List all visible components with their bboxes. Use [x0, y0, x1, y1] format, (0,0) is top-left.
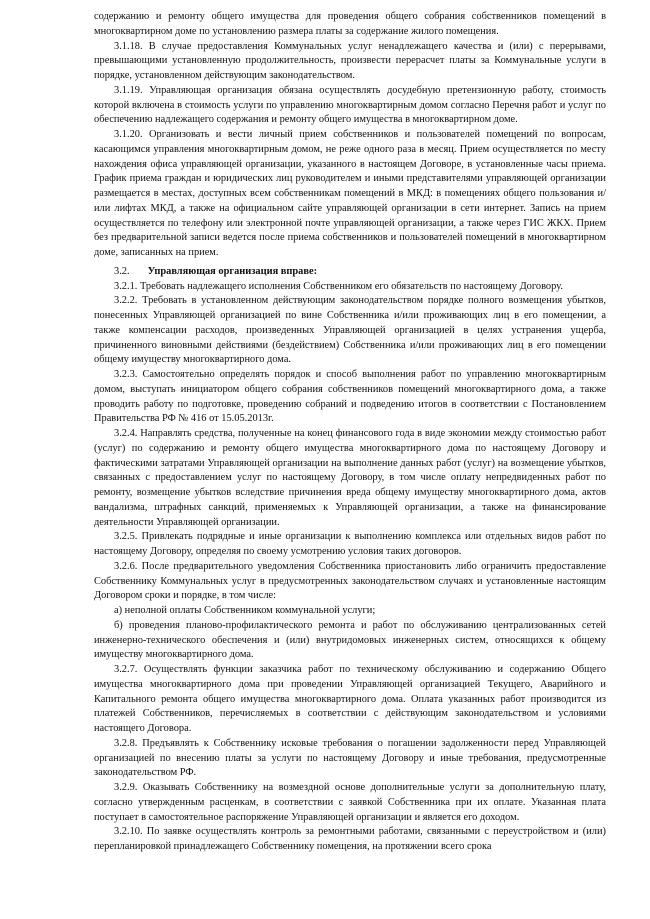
paragraph-3-2-5: 3.2.5. Привлекать подрядные и иные организации к выполнению комплекса или отдельных видов работ по настоящему Договору, определяя по своему усмотрению условия таких договоров. [94, 531, 606, 557]
paragraph-3-1-18: 3.1.18. В случае предоставления Коммунальных услуг ненадлежащего качества и (или) с перерывами, превышающими установленную продолжительность, произвести перерасчет платы за Коммунальные услуги в порядке, установленном действующим законодательством. [94, 40, 606, 81]
paragraph-3-2-3: 3.2.3. Самостоятельно определять порядок и способ выполнения работ по управлению многоквартирным домом, выступать инициатором общего собрания собственников помещений многоквартирного дома, а также проводить работу по подготовке, проведению собраний и подведению итогов в соответствии с Постановлением Правительства РФ № 416 от 15.05.2013г. [94, 369, 606, 425]
paragraph-3-2-9: 3.2.9. Оказывать Собственнику на возмездной основе дополнительные услуги за дополнительную плату, согласно утвержденным расценкам, в соответствии с заявкой Собственника при их оплате. Указанная плата поступает в самостоятельное распоряжение Управляющей организации и является его доходом. [94, 782, 606, 823]
paragraph-3-2-6: 3.2.6. После предварительного уведомления Собственника приостановить либо ограничить предоставление Собственнику Коммунальных услуг в предусмотренных законодательством случаях и установленные настоящим Договором сроки и порядке, в том числе: [94, 560, 606, 602]
paragraph-3-2-10: 3.2.10. По заявке осуществлять контроль за ремонтными работами, связанными с переустройством и (или) перепланировкой принадлежащего Собственнику помещения, на протяжении всего срока [94, 826, 606, 852]
paragraph-3-2-1: 3.2.1. Требовать надлежащего исполнения Собственником его обязательств по настоящему Договору. [114, 280, 563, 292]
paragraph-3-2-2: 3.2.2. Требовать в установленном действующим законодательством порядке полного возмещения убытков, понесенных Управляющей организацией по вине Собственника и/или проживающих лиц в его помещении, а также компенсации расходов, произведенных Управляющей организацией в целях устранения ущерба, причиненного виновными действиями (бездействием) Собственника и/или проживающих лиц в его помещении общему имуществу многоквартирного дома. [94, 295, 606, 366]
paragraph-3-2-6-b: б) проведения планово-профилактического ремонта и работ по обслуживанию централизованных сетей инженерно-технического обеспечения и (или) внутридомовых инженерных систем, относящихся к общему имуществу многоквартирного дома. [94, 619, 606, 661]
paragraph-3-1-19: 3.1.19. Управляющая организация обязана осуществлять досудебную претензионную работу, стоимость которой включена в стоимость услуги по управлению многоквартирным домом согласно Перечня работ и услуг по обеспечению надлежащего содержания и ремонту общего имущества в многоквартирном доме. [94, 84, 606, 126]
paragraph-3-2-8: 3.2.8. Предъявлять к Собственнику исковые требования о погашении задолженности перед Управляющей организацией по внесению платы за услуги по настоящему Договору и иные требования, предусмотренные законодательством РФ. [94, 737, 606, 779]
paragraph-3-2-7: 3.2.7. Осуществлять функции заказчика работ по техническому обслуживанию и содержанию Общего имущества многоквартирного дома при проведении Управляющей организацией Текущего, Аварийного и Капитального ремонта общего имущества многоквартирного дома. Оплата указанных работ производится из платежей Собственников, перечисляемых в соответствии с действующим законодательством и условиями настоящего Договора. [94, 664, 606, 734]
document-body [94, 10, 606, 855]
section-heading [94, 265, 606, 280]
paragraph-3-2-4: 3.2.4. Направлять средства, полученные на конец финансового года в виде экономии между стоимостью работ (услуг) по содержанию и ремонту общего имущества многоквартирного дома по настоящему Договору и фактическими затратами Управляющей организации на выполнение данных работ (услуг) на возмещение убытков, связанных с предоставлением услуг по настоящему Договору, в том числе оплату непредвиденных работ по ремонту, возмещение убытков вследствие причинения вреда общему имуществу многоквартирного дома, актов вандализма, штрафных санкций, применяемых к Управляющей организации, а также на финансирование деятельности Управляющей организации. [94, 428, 606, 528]
paragraph-3-1-20: 3.1.20. Организовать и вести личный прием собственников и пользователей помещений по вопросам, касающимся управления многоквартирным домом, не реже одного раза в месяц. Прием осуществляется по месту нахождения офиса управляющей организации, указанного в настоящем Договоре, в установленные часы приема. График приема граждан и юридических лиц руководителем и иными представителями управляющей организации размещается в местах, доступных всем собственникам помещений в МКД: в помещениях общего пользования и/или лифтах МКД, а также на официальном сайте управляющей организации в сети интернет. Запись на прием осуществляется по телефону или электронной почте управляющей организации, а также через ГИС ЖКХ. Прием без предварительной записи ведется после приема собственников и пользователей помещений в многоквартирном доме, записанных на прием. [94, 129, 606, 258]
paragraph-3-2-6-a: а) неполной оплаты Собственником коммунальной услуги; [114, 605, 376, 616]
paragraph-continuation: содержанию и ремонту общего имущества для проведения общего собрания собственников помещений в многоквартирном доме по установлению размера платы за содержание жилого помещения. [94, 11, 606, 37]
section-title: Управляющая организация вправе: [147, 265, 318, 277]
section-number: 3.2. [114, 265, 130, 277]
